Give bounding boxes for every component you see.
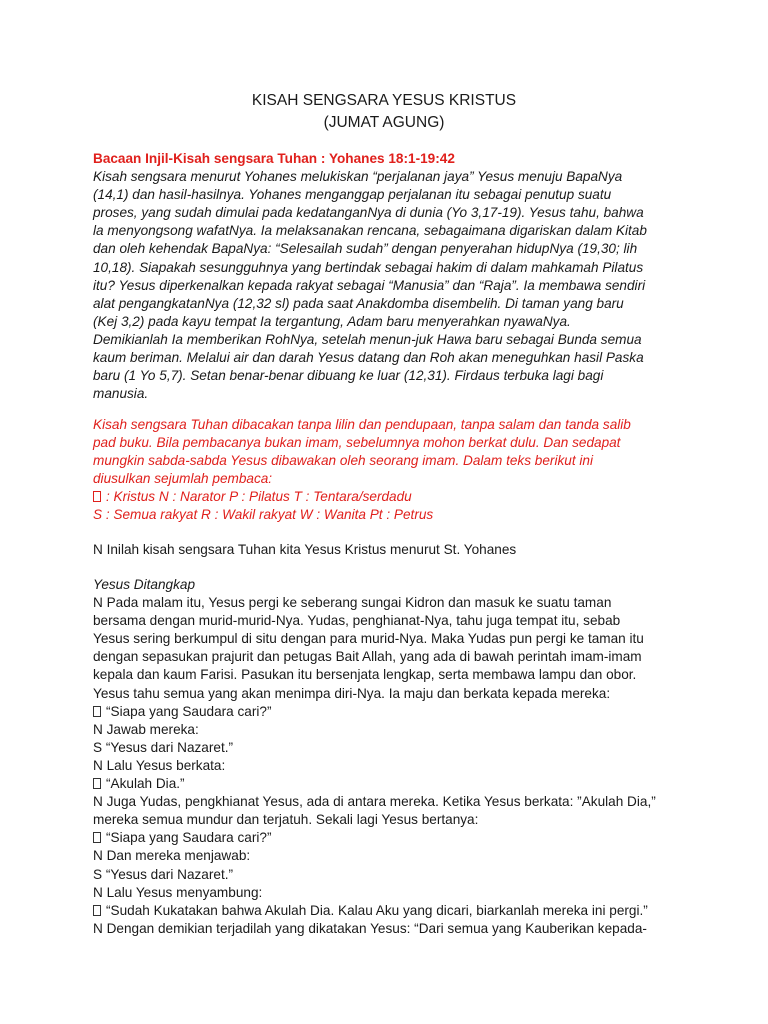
- narrative-line: dengan sepasukan prajurit dan petugas Bait Allah, yang ada di bawah perintah imam-imam: [93, 649, 642, 665]
- reading-heading: Bacaan Injil-Kisah sengsara Tuhan : Yohanes 18:1-19:42: [93, 151, 455, 166]
- narrative-section: [93, 576, 683, 938]
- narrative-line: Yesus tahu semua yang akan menimpa diri-Nya. Ia maju dan berkata kepada mereka:: [93, 685, 611, 701]
- narrative-body: [93, 594, 683, 938]
- narrative-line: kepala dan kaum Farisi. Pasukan itu bersenjata lengkap, serta membawa lampu dan obor.: [93, 667, 637, 683]
- narrative-line: N Pada malam itu, Yesus pergi ke seberang sungai Kidron dan masuk ke suatu taman: [93, 595, 612, 611]
- intro-section: [93, 150, 683, 403]
- intro-line: baru (1 Yo 5,7). Setan benar-benar dibuang ke luar (12,31). Firdaus terbuka lagi bagi: [93, 368, 604, 384]
- rubric-line: pad buku. Bila pembacanya bukan imam, sebelumnya mohon berkat dulu. Dan sedapat: [93, 435, 621, 451]
- narrative-line: N Lalu Yesus berkata:: [93, 757, 226, 773]
- intro-paragraph: [93, 168, 683, 403]
- speaker-line-christ: “Akulah Dia.”: [93, 775, 683, 793]
- rubric-line: diusulkan sejumlah pembaca:: [93, 471, 273, 487]
- narrative-line: N Dengan demikian terjadilah yang dikatakan Yesus: “Dari semua yang Kauberikan kepada-: [93, 920, 647, 936]
- narrative-line: N Dan mereka menjawab:: [93, 848, 251, 864]
- intro-line: (Kej 3,2) pada kayu tempat Ia tergantung, Adam baru menyerahkan nyawaNya.: [93, 313, 571, 329]
- intro-line: kaum beriman. Melalui air dan darah Yesus datang dan Roh akan meneguhkan hasil Paska: [93, 350, 644, 366]
- section-title: Yesus Ditangkap: [93, 577, 196, 592]
- intro-line: (14,1) dan hasil-hasilnya. Yohanes menganggap perjalanan itu sebagai penutup suatu: [93, 187, 612, 203]
- opening-line-section: [93, 541, 683, 559]
- intro-line: manusia.: [93, 386, 149, 402]
- narrative-line: mereka semua mundur dan terjatuh. Sekali lagi Yesus bertanya:: [93, 812, 479, 828]
- intro-line: itu? Yesus diperkenalkan kepada rakyat sebagai “Manusia” dan “Raja”. Ia membawa sendiri: [93, 277, 646, 293]
- narrative-line: bersama dengan murid-murid-Nya. Yudas, penghianat-Nya, tahu juga tempat itu, sebab: [93, 613, 621, 629]
- rubric-section: [93, 416, 683, 525]
- checkbox-glyph-icon: [93, 778, 101, 789]
- checkbox-glyph-icon: [93, 832, 101, 843]
- speaker-line-christ: “Siapa yang Saudara cari?”: [93, 829, 683, 847]
- intro-line: Kisah sengsara menurut Yohanes melukiskan “perjalanan jaya” Yesus menuju BapaNya: [93, 169, 623, 185]
- speaker-line-christ: “Sudah Kukatakan bahwa Akulah Dia. Kalau Aku yang dicari, biarkanlah mereka ini pergi.”: [93, 902, 683, 920]
- intro-line: alat pengangkatanNya (12,32 sl) pada saat Anakdomba disembelih. Di taman yang baru: [93, 295, 624, 311]
- narrative-line: S “Yesus dari Nazaret.”: [93, 866, 234, 882]
- narrative-line: N Juga Yudas, pengkhianat Yesus, ada di antara mereka. Ketika Yesus berkata: ”Akulah Dia,”: [93, 794, 656, 810]
- intro-line: Demikianlah Ia memberikan RohNya, setelah menun-juk Hawa baru sebagai Bunda semua: [93, 331, 642, 347]
- opening-line: N Inilah kisah sengsara Tuhan kita Yesus Kristus menurut St. Yohanes: [93, 542, 517, 557]
- rubric-paragraph: [93, 416, 683, 488]
- narrative-line: S “Yesus dari Nazaret.”: [93, 739, 234, 755]
- document-title: KISAH SENGSARA YESUS KRISTUS: [251, 92, 517, 109]
- roles-line-2: S : Semua rakyat R : Wakil rakyat W : Wanita Pt : Petrus: [93, 507, 434, 523]
- narrative-line: N Lalu Yesus menyambung:: [93, 884, 263, 900]
- checkbox-glyph-icon: [93, 491, 101, 502]
- narrative-line: N Jawab mereka:: [93, 721, 199, 737]
- rubric-line: Kisah sengsara Tuhan dibacakan tanpa lilin dan pendupaan, tanpa salam dan tanda salib: [93, 417, 631, 432]
- intro-line: proses, yang sudah dimulai pada kedatanganNya di dunia (Yo 3,17-19). Yesus tahu, bahwa: [93, 205, 644, 221]
- intro-line: dan oleh kehendak BapaNya: “Selesailah sudah” dengan penyerahan hidupNya (19,30; lih: [93, 241, 638, 257]
- intro-line: 10,18). Siapakah sesungguhnya yang bertindak sebagai hakim di dalam mahkamah Pilatus: [93, 259, 644, 275]
- roles-line-1: : Kristus N : Narator P : Pilatus T : Tentara/serdadu: [93, 488, 683, 506]
- narrative-line: Yesus sering berkumpul di situ dengan para murid-Nya. Maka Yudas pun pergi ke taman itu: [93, 631, 644, 647]
- intro-line: la menyongsong wafatNya. Ia melaksanakan rencana, sebagaimana digariskan dalam Kitab: [93, 223, 647, 239]
- speaker-line-christ: “Siapa yang Saudara cari?”: [93, 703, 683, 721]
- checkbox-glyph-icon: [93, 905, 101, 916]
- rubric-line: mungkin sabda-sabda Yesus dibawakan oleh seorang imam. Dalam teks berikut ini: [93, 453, 593, 469]
- document-subtitle: (JUMAT AGUNG): [323, 114, 445, 131]
- checkbox-glyph-icon: [93, 706, 101, 717]
